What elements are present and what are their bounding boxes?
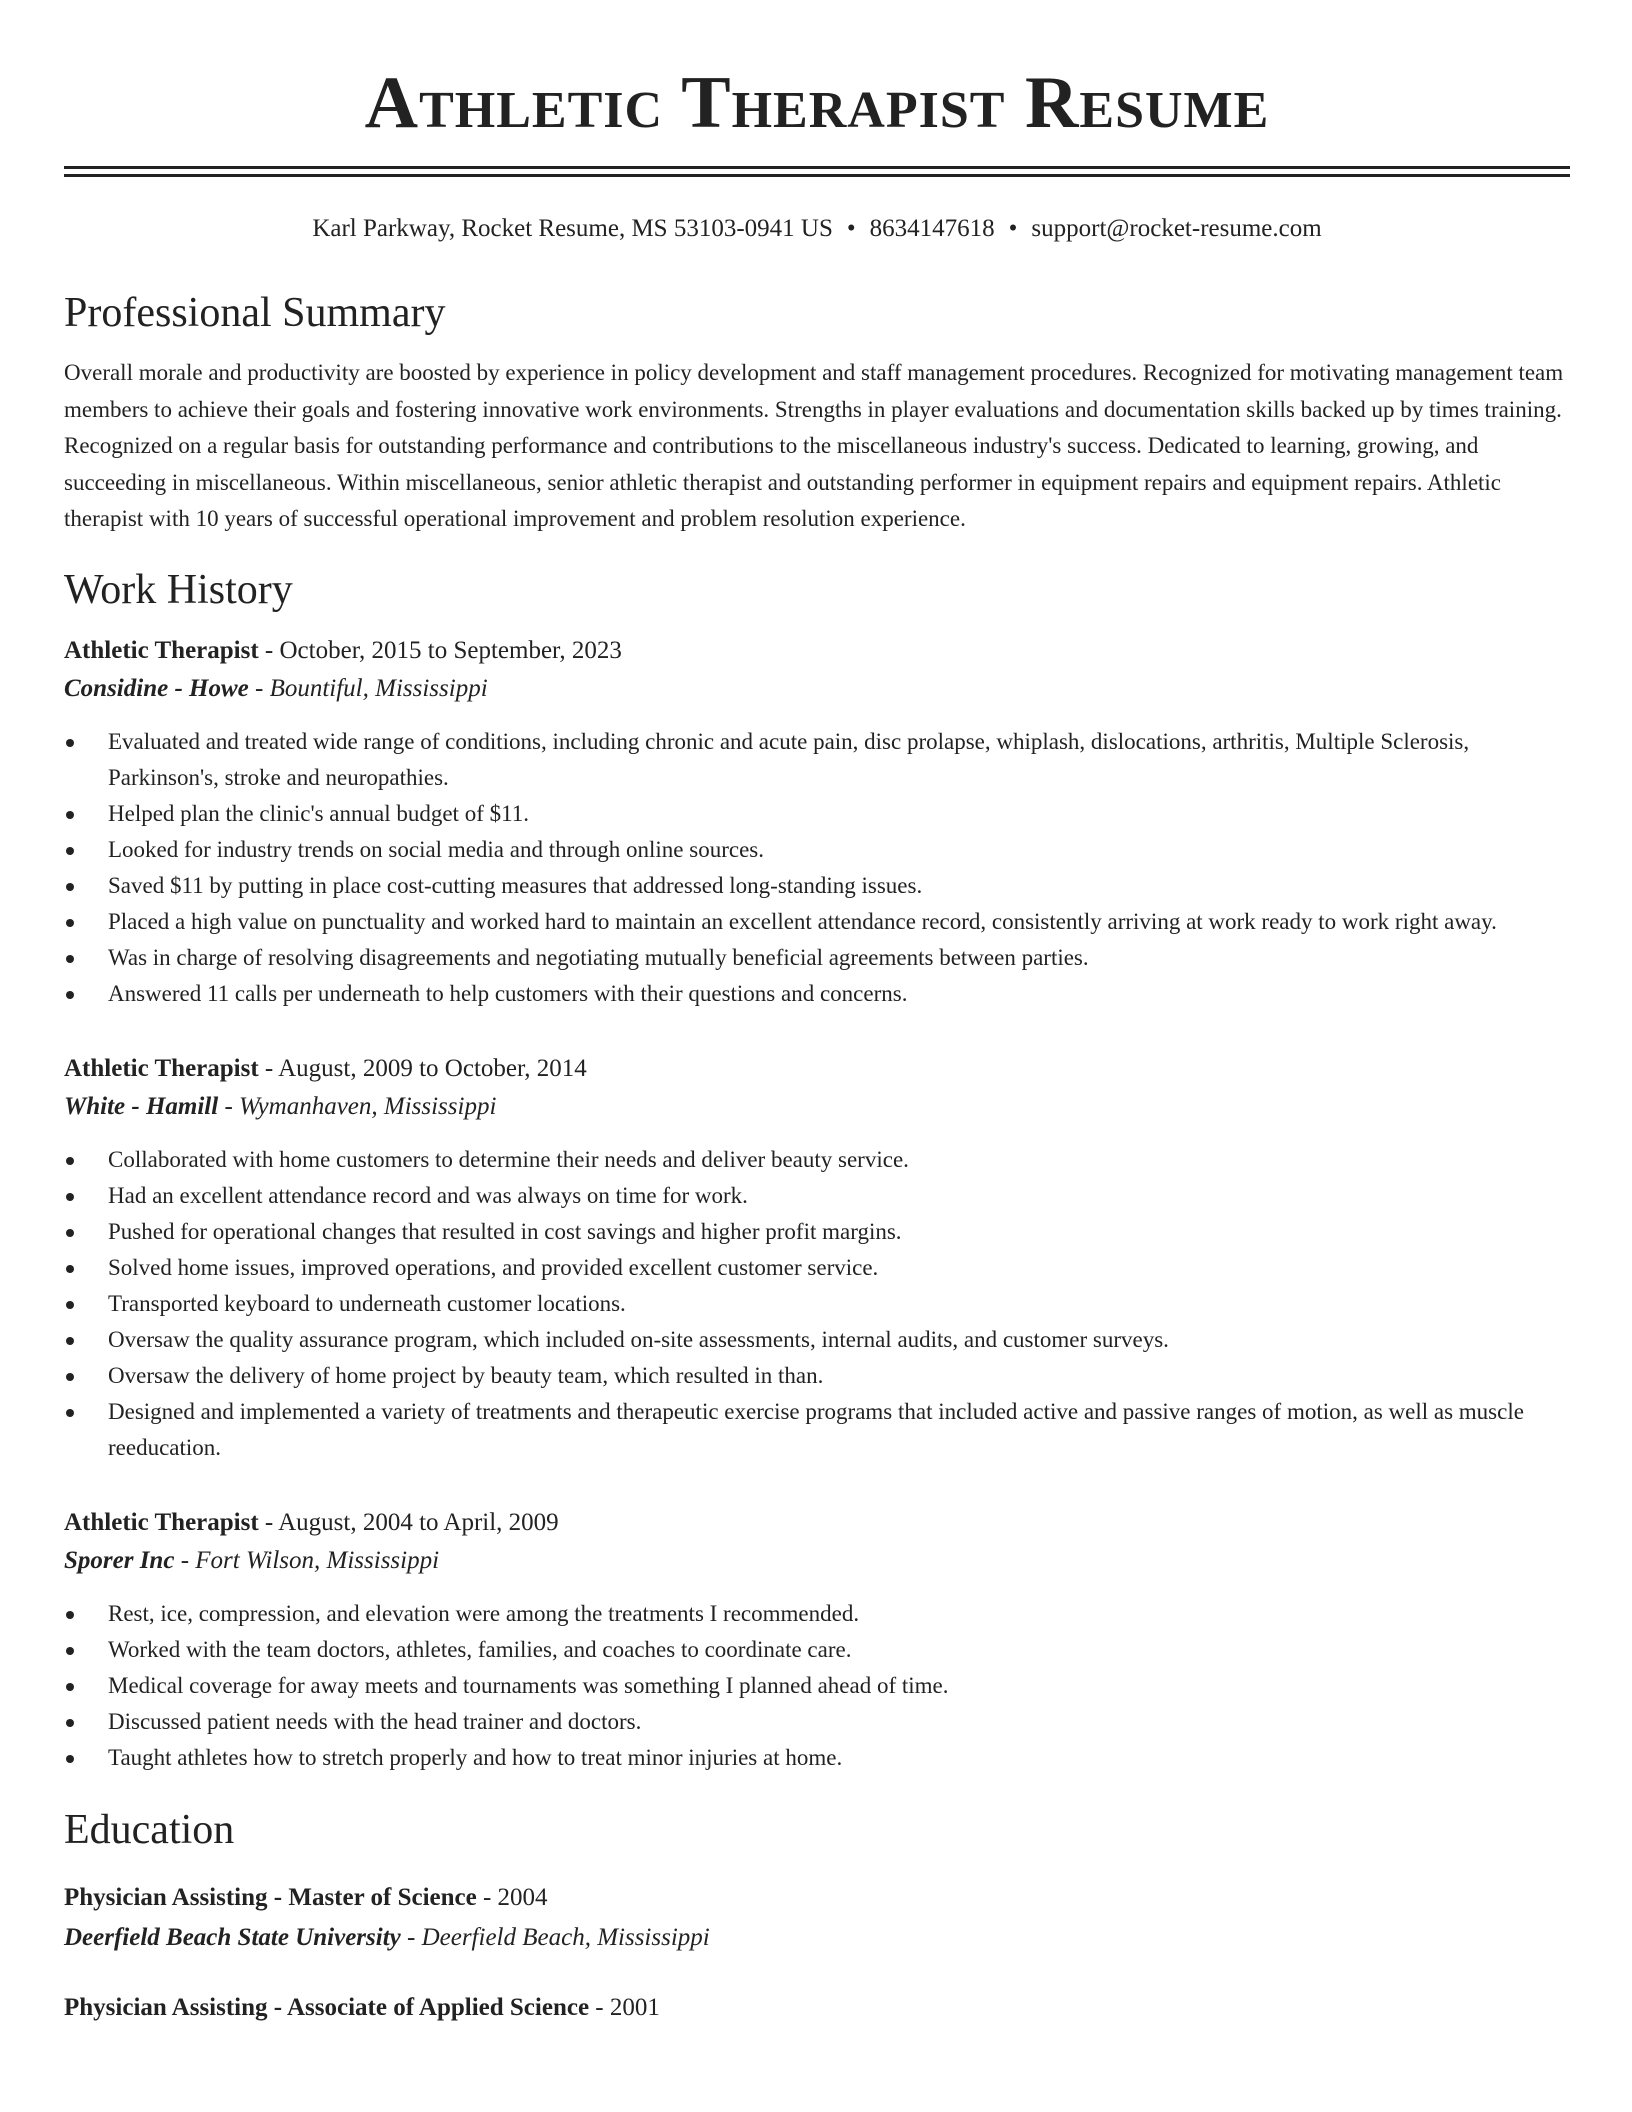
title-divider-top <box>64 166 1570 169</box>
work-history-heading: Work History <box>64 566 293 613</box>
job-bullet: Helped plan the clinic's annual budget of $11. <box>64 796 1570 832</box>
employer-name: Considine - Howe <box>64 674 249 702</box>
school-name: Deerfield Beach State University <box>64 1923 401 1951</box>
job-title: Athletic Therapist <box>64 1054 259 1082</box>
contact-email: support@rocket-resume.com <box>1031 215 1322 242</box>
job-bullet: Oversaw the delivery of home project by beauty team, which resulted in than. <box>64 1358 1570 1394</box>
degree-line <box>64 1878 1570 1918</box>
employer-name: Sporer Inc <box>64 1546 175 1574</box>
summary-heading: Professional Summary <box>64 290 446 336</box>
job-bullet: Evaluated and treated wide range of conditions, including chronic and acute pain, disc prolapse, whiplash, dislocations, arthritis, Multiple Sclerosis, Parkinson's, stroke and neuropathies. <box>64 724 1570 796</box>
job-bullet: Collaborated with home customers to determine their needs and deliver beauty service. <box>64 1142 1570 1178</box>
job-bullet: Placed a high value on punctuality and worked hard to maintain an excellent attendance record, consistently arriving at work ready to work right away. <box>64 904 1570 940</box>
job-entry <box>64 1050 1570 1466</box>
job-bullets <box>64 1596 1570 1776</box>
job-bullet: Was in charge of resolving disagreements and negotiating mutually beneficial agreements between parties. <box>64 940 1570 976</box>
job-title: Athletic Therapist <box>64 636 259 664</box>
employer-location: - Wymanhaven, Mississippi <box>218 1092 497 1120</box>
degree-line <box>64 1988 1570 2028</box>
job-title-line <box>64 1050 1570 1088</box>
job-dates: - August, 2009 to October, 2014 <box>258 1054 587 1082</box>
job-bullet: Answered 11 calls per underneath to help customers with their questions and concerns. <box>64 976 1570 1012</box>
job-bullet: Discussed patient needs with the head trainer and doctors. <box>64 1704 1570 1740</box>
resume-title: Athletic Therapist Resume <box>364 62 1270 144</box>
job-title: Athletic Therapist <box>64 1508 259 1536</box>
summary-text: Overall morale and productivity are boosted by experience in policy development and staff management procedures. Recognized for motivating management team members to achieve their goals and fostering innovative work environments. Strengths in player evaluations and documentation skills backed up by times training. Recognized on a regular basis for outstanding performance and contributions to the miscellaneous industry's success. Dedicated to learning, growing, and succeeding in miscellaneous. Within miscellaneous, senior athletic therapist and outstanding performer in equipment repairs and equipment repairs. Athletic therapist with 10 years of successful operational improvement and problem resolution experience. <box>64 360 1564 531</box>
title-divider-bottom <box>64 174 1570 177</box>
employer-line <box>64 1542 1570 1580</box>
job-title-line <box>64 1504 1570 1542</box>
job-bullet: Rest, ice, compression, and elevation were among the treatments I recommended. <box>64 1596 1570 1632</box>
contact-address: Karl Parkway, Rocket Resume, MS 53103-0941 US <box>312 215 833 242</box>
job-bullet: Looked for industry trends on social media and through online sources. <box>64 832 1570 868</box>
employer-location: - Fort Wilson, Mississippi <box>174 1546 440 1574</box>
employer-name: White - Hamill <box>64 1092 219 1120</box>
job-bullet: Oversaw the quality assurance program, which included on-site assessments, internal audits, and customer surveys. <box>64 1322 1570 1358</box>
contact-phone: 8634147618 <box>869 215 995 242</box>
job-bullet: Saved $11 by putting in place cost-cutting measures that addressed long-standing issues. <box>64 868 1570 904</box>
job-bullet: Solved home issues, improved operations, and provided excellent customer service. <box>64 1250 1570 1286</box>
degree-year: - 2004 <box>476 1883 548 1911</box>
contact-line <box>64 213 1570 245</box>
employer-line <box>64 1088 1570 1126</box>
job-bullet: Worked with the team doctors, athletes, families, and coaches to coordinate care. <box>64 1632 1570 1668</box>
job-dates: - August, 2004 to April, 2009 <box>258 1508 559 1536</box>
job-entry <box>64 632 1570 1012</box>
job-bullet: Medical coverage for away meets and tournaments was something I planned ahead of time. <box>64 1668 1570 1704</box>
education-entry <box>64 1878 1570 1958</box>
resume-page <box>64 0 1570 2028</box>
job-bullets <box>64 1142 1570 1466</box>
job-bullet: Transported keyboard to underneath customer locations. <box>64 1286 1570 1322</box>
school-line <box>64 1918 1570 1958</box>
employer-location: - Bountiful, Mississippi <box>248 674 488 702</box>
job-bullet: Designed and implemented a variety of treatments and therapeutic exercise programs that included active and passive ranges of motion, as well as muscle reeducation. <box>64 1394 1570 1466</box>
contact-separator: • <box>1008 215 1018 242</box>
contact-separator: • <box>846 215 856 242</box>
job-title-line <box>64 632 1570 670</box>
degree-name: Physician Assisting - Master of Science <box>64 1883 477 1911</box>
job-bullet: Had an excellent attendance record and was always on time for work. <box>64 1178 1570 1214</box>
degree-year: - 2001 <box>589 1993 660 2021</box>
job-bullet: Taught athletes how to stretch properly and how to treat minor injuries at home. <box>64 1740 1570 1776</box>
job-bullet: Pushed for operational changes that resulted in cost savings and higher profit margins. <box>64 1214 1570 1250</box>
school-location: - Deerfield Beach, Mississippi <box>400 1923 710 1951</box>
education-heading: Education <box>64 1806 235 1853</box>
education-entry <box>64 1988 1570 2028</box>
job-dates: - October, 2015 to September, 2023 <box>258 636 622 664</box>
job-entry <box>64 1504 1570 1776</box>
job-bullets <box>64 724 1570 1012</box>
employer-line <box>64 670 1570 708</box>
degree-name: Physician Assisting - Associate of Applied Science <box>64 1993 590 2021</box>
